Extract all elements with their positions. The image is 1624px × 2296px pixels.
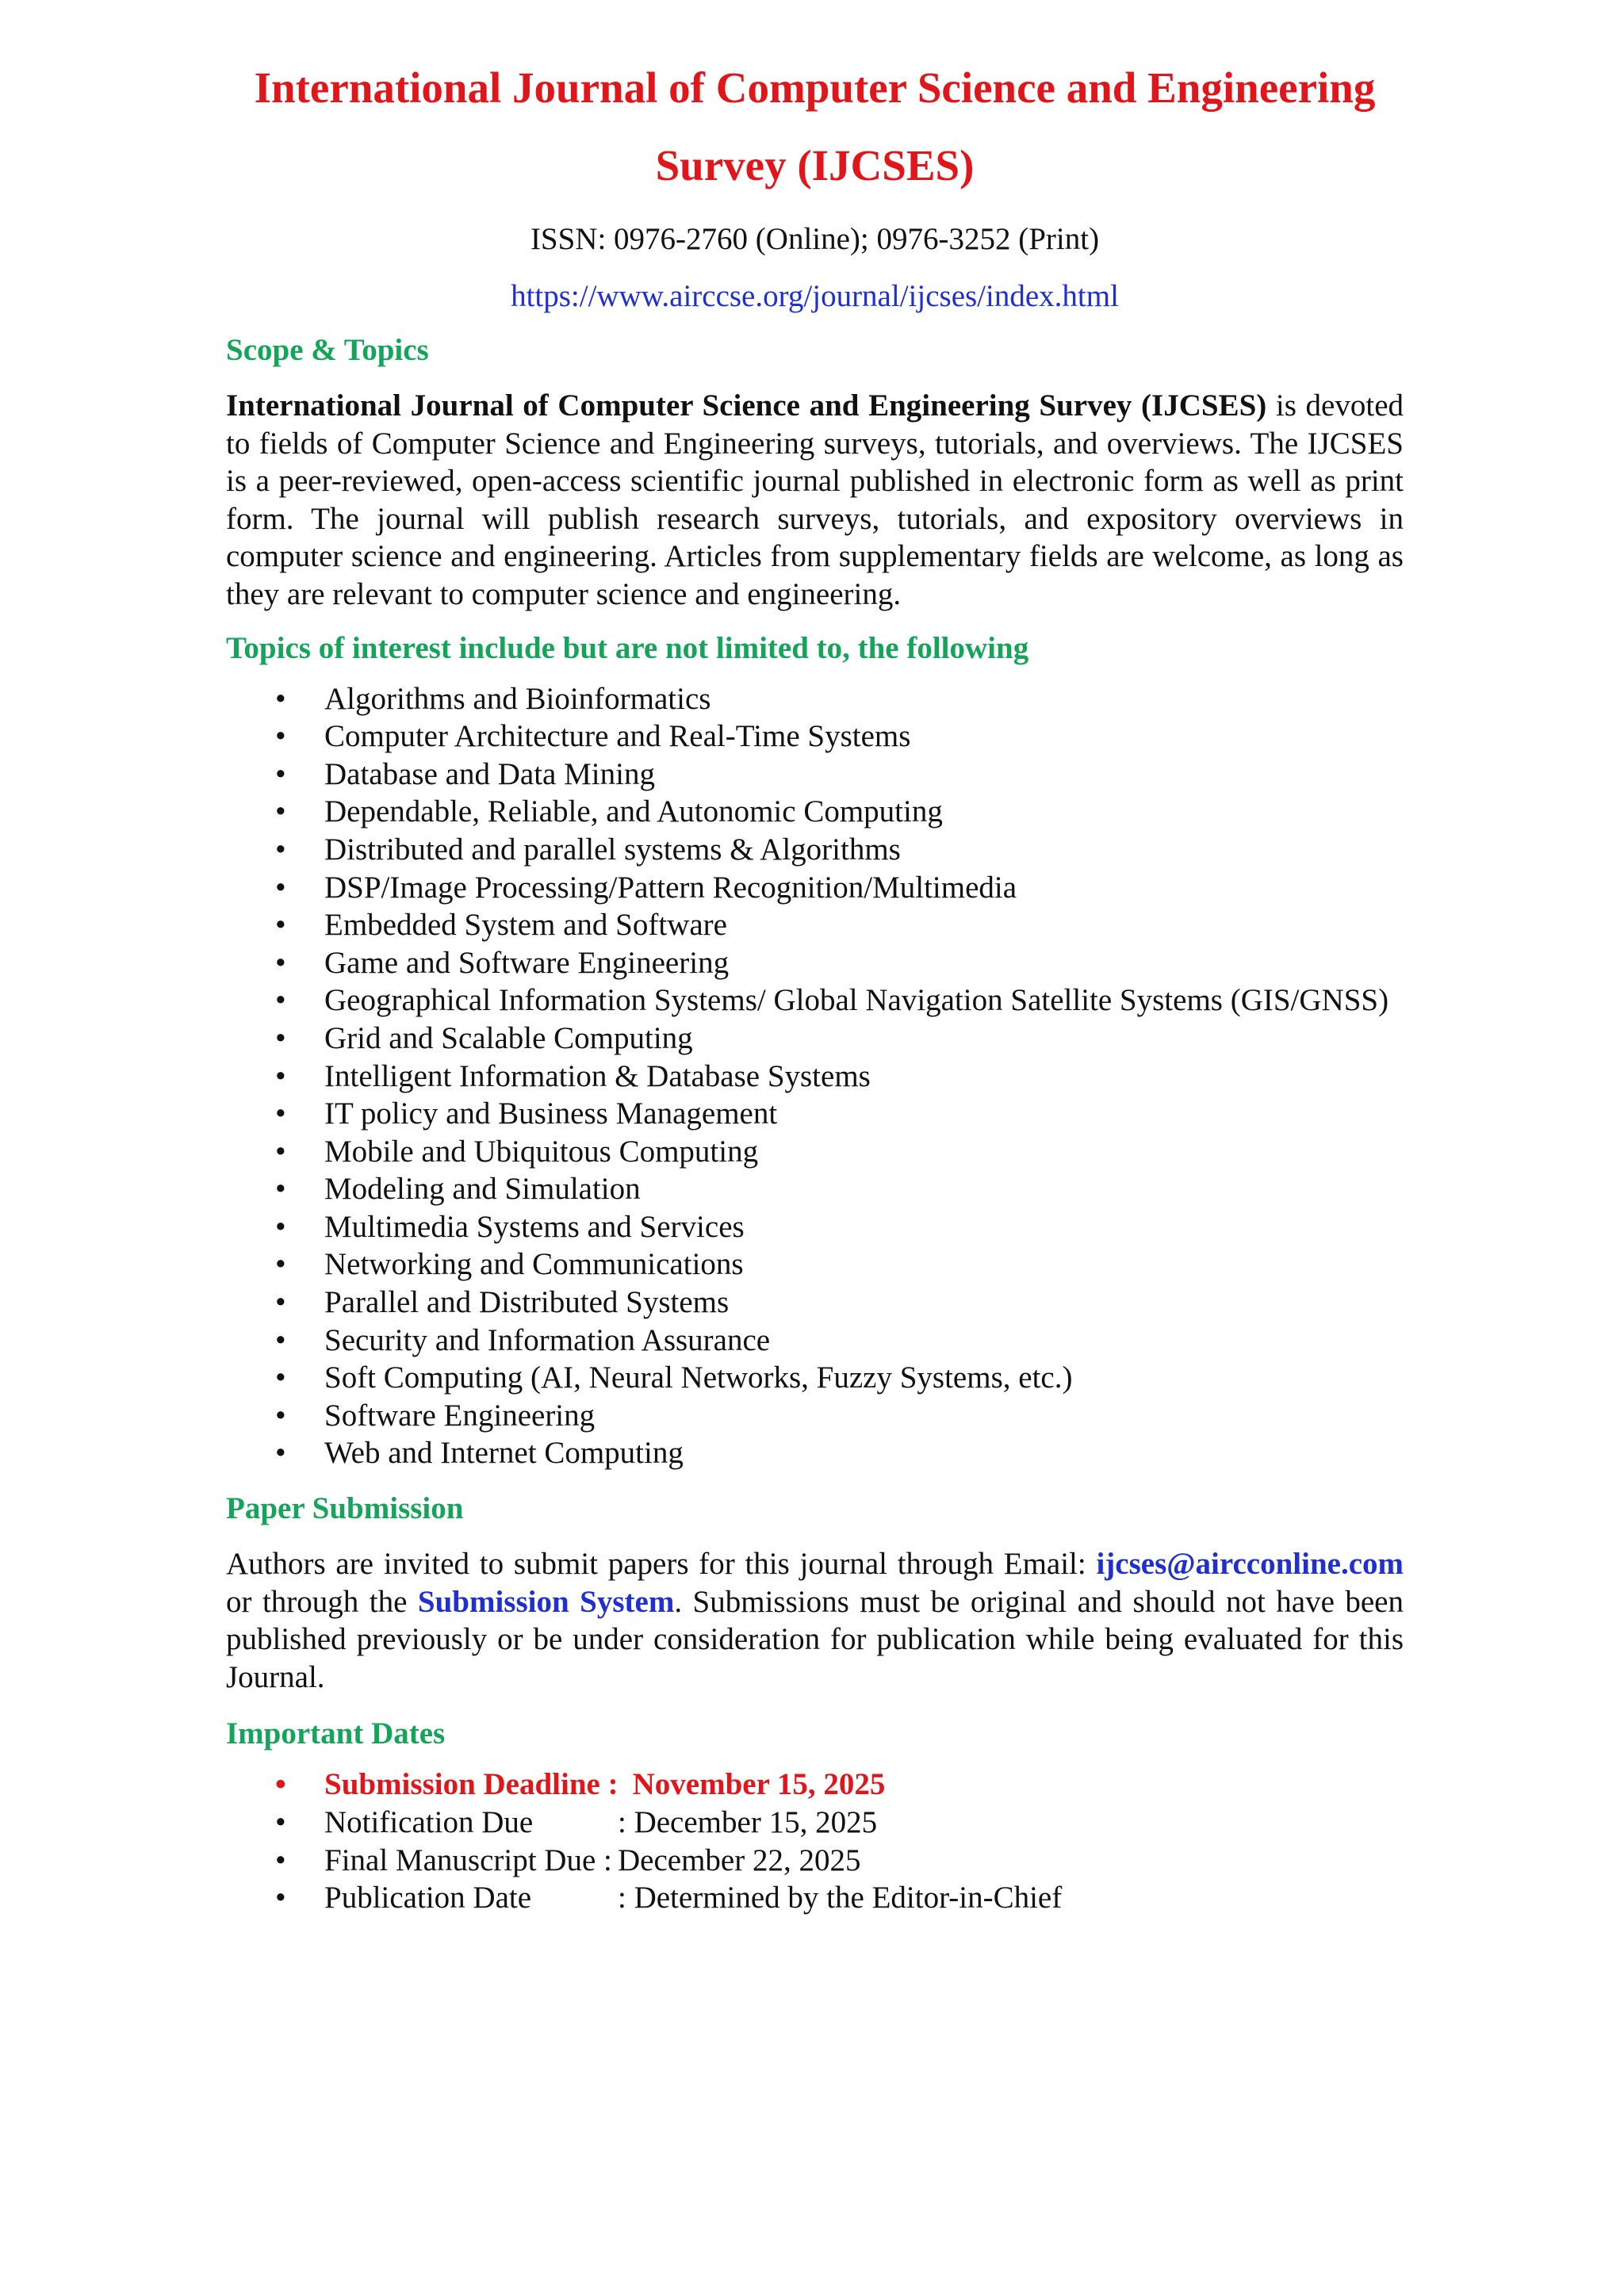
submission-paragraph — [226, 1545, 1404, 1696]
list-item: • Geographical Information Systems/ Global Navigation Satellite Systems (GIS/GNSS) — [226, 982, 1404, 1020]
list-item: • Grid and Scalable Computing — [226, 1020, 1404, 1058]
list-item: • Game and Software Engineering — [226, 944, 1404, 982]
date-label: Publication Date — [324, 1881, 532, 1915]
topics-list — [226, 680, 1404, 1472]
list-item: • Intelligent Information & Database Systems — [226, 1058, 1404, 1096]
bullet-icon: • — [275, 1398, 286, 1433]
list-item: • Database and Data Mining — [226, 756, 1404, 794]
bullet-icon: • — [275, 945, 286, 980]
list-item — [226, 1879, 1404, 1917]
submission-heading: Paper Submission — [226, 1491, 464, 1526]
list-item: • Embedded System and Software — [226, 906, 1404, 944]
list-item: • IT policy and Business Management — [226, 1095, 1404, 1133]
dates-list — [226, 1766, 1404, 1916]
title-line-1: International Journal of Computer Science and Engineering — [254, 63, 1376, 112]
list-item: • Parallel and Distributed Systems — [226, 1284, 1404, 1322]
list-item: • Software Engineering — [226, 1397, 1404, 1435]
date-value: : December 15, 2025 — [618, 1805, 878, 1839]
bullet-icon: • — [275, 681, 286, 716]
bullet-icon: • — [275, 1134, 286, 1169]
bullet-icon: • — [275, 1436, 286, 1471]
bullet-icon: • — [275, 983, 286, 1018]
date-value: November 15, 2025 — [632, 1767, 886, 1802]
journal-title — [226, 0, 1404, 205]
bullet-icon: • — [275, 1322, 286, 1357]
dates-heading: Important Dates — [226, 1716, 446, 1751]
bullet-icon: • — [275, 794, 286, 829]
bullet-icon: • — [275, 1805, 286, 1839]
bullet-icon: • — [275, 1172, 286, 1207]
date-label: Submission Deadline : — [324, 1767, 619, 1802]
list-item: • Distributed and parallel systems & Algorithms — [226, 831, 1404, 869]
list-item: • Soft Computing (AI, Neural Networks, Fuzzy Systems, etc.) — [226, 1359, 1404, 1397]
list-item: • Multimedia Systems and Services — [226, 1208, 1404, 1246]
bullet-icon: • — [275, 1096, 286, 1131]
scope-paragraph — [226, 387, 1404, 614]
bullet-icon: • — [275, 908, 286, 943]
journal-url-link[interactable]: https://www.airccse.org/journal/ijcses/index.html — [511, 279, 1119, 313]
bullet-icon: • — [275, 1843, 286, 1877]
list-item: • Computer Architecture and Real-Time Systems — [226, 718, 1404, 756]
scope-text: is devoted to fields of Computer Science and Engineering surveys, tutorials, and overviews. The IJCSES is a peer-reviewed, open-access scientific journal published in electronic form as well as print form. The journal will publish research surveys, tutorials, and expository overviews in computer science and engineering. Articles from supplementary fields are welcome, as long as they are relevant to computer science and engineering. — [226, 388, 1404, 611]
list-item: • Security and Information Assurance — [226, 1322, 1404, 1360]
list-item: • Algorithms and Bioinformatics — [226, 680, 1404, 718]
submission-text-3: . Submissions must be original and should not have been published previously or be under consideration for publication while being evaluated for this Journal. — [226, 1584, 1404, 1694]
scope-heading: Scope & Topics — [226, 333, 429, 367]
date-label: Final Manuscript Due : — [324, 1843, 612, 1877]
bullet-icon: • — [275, 1881, 286, 1915]
bullet-icon: • — [275, 1209, 286, 1244]
email-link[interactable]: ijcses@aircconline.com — [1096, 1547, 1404, 1582]
bullet-icon: • — [275, 1767, 286, 1802]
list-item: • Web and Internet Computing — [226, 1434, 1404, 1472]
list-item — [226, 1766, 1404, 1804]
list-item: • Mobile and Ubiquitous Computing — [226, 1133, 1404, 1171]
list-item — [226, 1842, 1404, 1880]
list-item: • Dependable, Reliable, and Autonomic Computing — [226, 793, 1404, 831]
bullet-icon: • — [275, 1058, 286, 1093]
list-item: • Networking and Communications — [226, 1246, 1404, 1284]
bullet-icon: • — [275, 1360, 286, 1395]
date-value: : Determined by the Editor-in-Chief — [618, 1881, 1063, 1915]
bullet-icon: • — [275, 832, 286, 867]
bullet-icon: • — [275, 1247, 286, 1282]
topics-heading: Topics of interest include but are not limited to, the following — [226, 630, 1029, 665]
date-label: Notification Due — [324, 1805, 534, 1839]
submission-system-link[interactable]: Submission System — [417, 1584, 675, 1619]
submission-text-2: or through the — [226, 1584, 418, 1619]
list-item — [226, 1804, 1404, 1842]
bullet-icon: • — [275, 1285, 286, 1320]
scope-journal-name: International Journal of Computer Science and Engineering Survey (IJCSES) — [226, 388, 1267, 423]
list-item: • DSP/Image Processing/Pattern Recognition/Multimedia — [226, 869, 1404, 907]
bullet-icon: • — [275, 756, 286, 791]
title-line-2: Survey (IJCSES) — [655, 141, 975, 189]
date-value: December 22, 2025 — [618, 1843, 861, 1877]
list-item: • Modeling and Simulation — [226, 1170, 1404, 1208]
issn-line: ISSN: 0976-2760 (Online); 0976-3252 (Print) — [530, 222, 1100, 256]
bullet-icon: • — [275, 719, 286, 754]
bullet-icon: • — [275, 1020, 286, 1055]
bullet-icon: • — [275, 870, 286, 905]
submission-text-1: Authors are invited to submit papers for this journal through Email: — [226, 1547, 1097, 1582]
